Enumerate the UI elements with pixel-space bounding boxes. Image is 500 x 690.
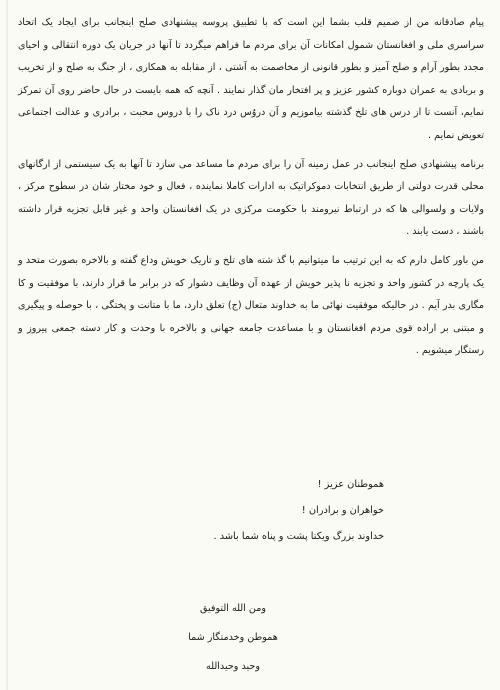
closing-blessing: خداوند بزرگ ویکتا پشت و پناه شما باشد .: [213, 531, 384, 542]
signature-tawfiq: ومن الله التوفیق: [199, 603, 266, 614]
paragraph-2: برنامه پیشنهادی صلح اینجانب در عمل زمینه آن را برای مردم ما مساعد می سازد تا آنها به یک سیستمی از ارگانهای محلی قدرت دولتی از طریق انتخابات دموکراتیک به ادارات کاملا نماینده ، فعال و خود مختار شان در سطوح مرکز ، ولایات و ولسوالی ها که در ارتباط نیرومند با حکومت مرکزی در یک افغانستان واحد و غیر قابل تجزیه قرار داشته باشند ، دست یابند .: [18, 158, 484, 238]
paragraph-1: پیام صادقانه من از صمیم قلب بشما این است که با تطبیق پروسه پیشنهادی صلح اینجانب برای ایجاد یک اتحاد سراسری ملی و افغانستان شمول امکانات آن برای مردم ما فراهم میگردد تا آنها در جریان یک دوره انتقالی و احیای مجدد بطور آرام و صلح آمیز و بطور قانونی از مخاصمت به آشتی ، از مقابله به همکاری ، از جنگ به صلح و از تخریب و بربادی به عمران دوباره کشور عزیز و پر افتخار مان گذار نمایند . آنچه که همه بایست در حال حاضر روی آن تمرکز نمایم، آنست تا از درس های تلخ گذشته بیاموزیم و آن دروٌس درد ناک را با دروس محبت ، برادری و عدالت اجتماعی تعویض نمایم .: [18, 17, 484, 141]
letter-body: [18, 12, 484, 363]
signature-servant: هموطن وخدمتگار شما: [188, 632, 278, 643]
paragraph-3: من باور کامل دارم که به این ترتیب ما میتوانیم با گذ شته های تلخ و تاریک خویش وداع گفته و بالاخره بصورت متحد و یک پارچه در کشور واحد و تجزیه نا پذیر خویش از عهده آن وظایف دشوار که در برابر ما قرار دارند، با موفقیت و کا مگاری بدر آیم . در حالیکه موفقیت نهائی ما به خداوند متعال (ج) تعلق دارد، ما با متانت و پختگی ، با حوصله و پیگیری و مبتنی بر اراده قوی مردم افغانستان و با مساعدت جامعه جهانی و بالاخره با وحدت و کار دسته جمعی پیروز و رستگار میشویم .: [18, 254, 484, 357]
closing-block: [213, 472, 384, 550]
closing-greeting-siblings: خواهران و برادران !: [301, 505, 384, 516]
page-edge-shadow: [6, 0, 8, 690]
signature-name: وحید وحیدالله: [206, 661, 260, 672]
signature-block: [178, 594, 288, 681]
closing-greeting-compatriots: هموطنان عزیز !: [317, 479, 384, 490]
